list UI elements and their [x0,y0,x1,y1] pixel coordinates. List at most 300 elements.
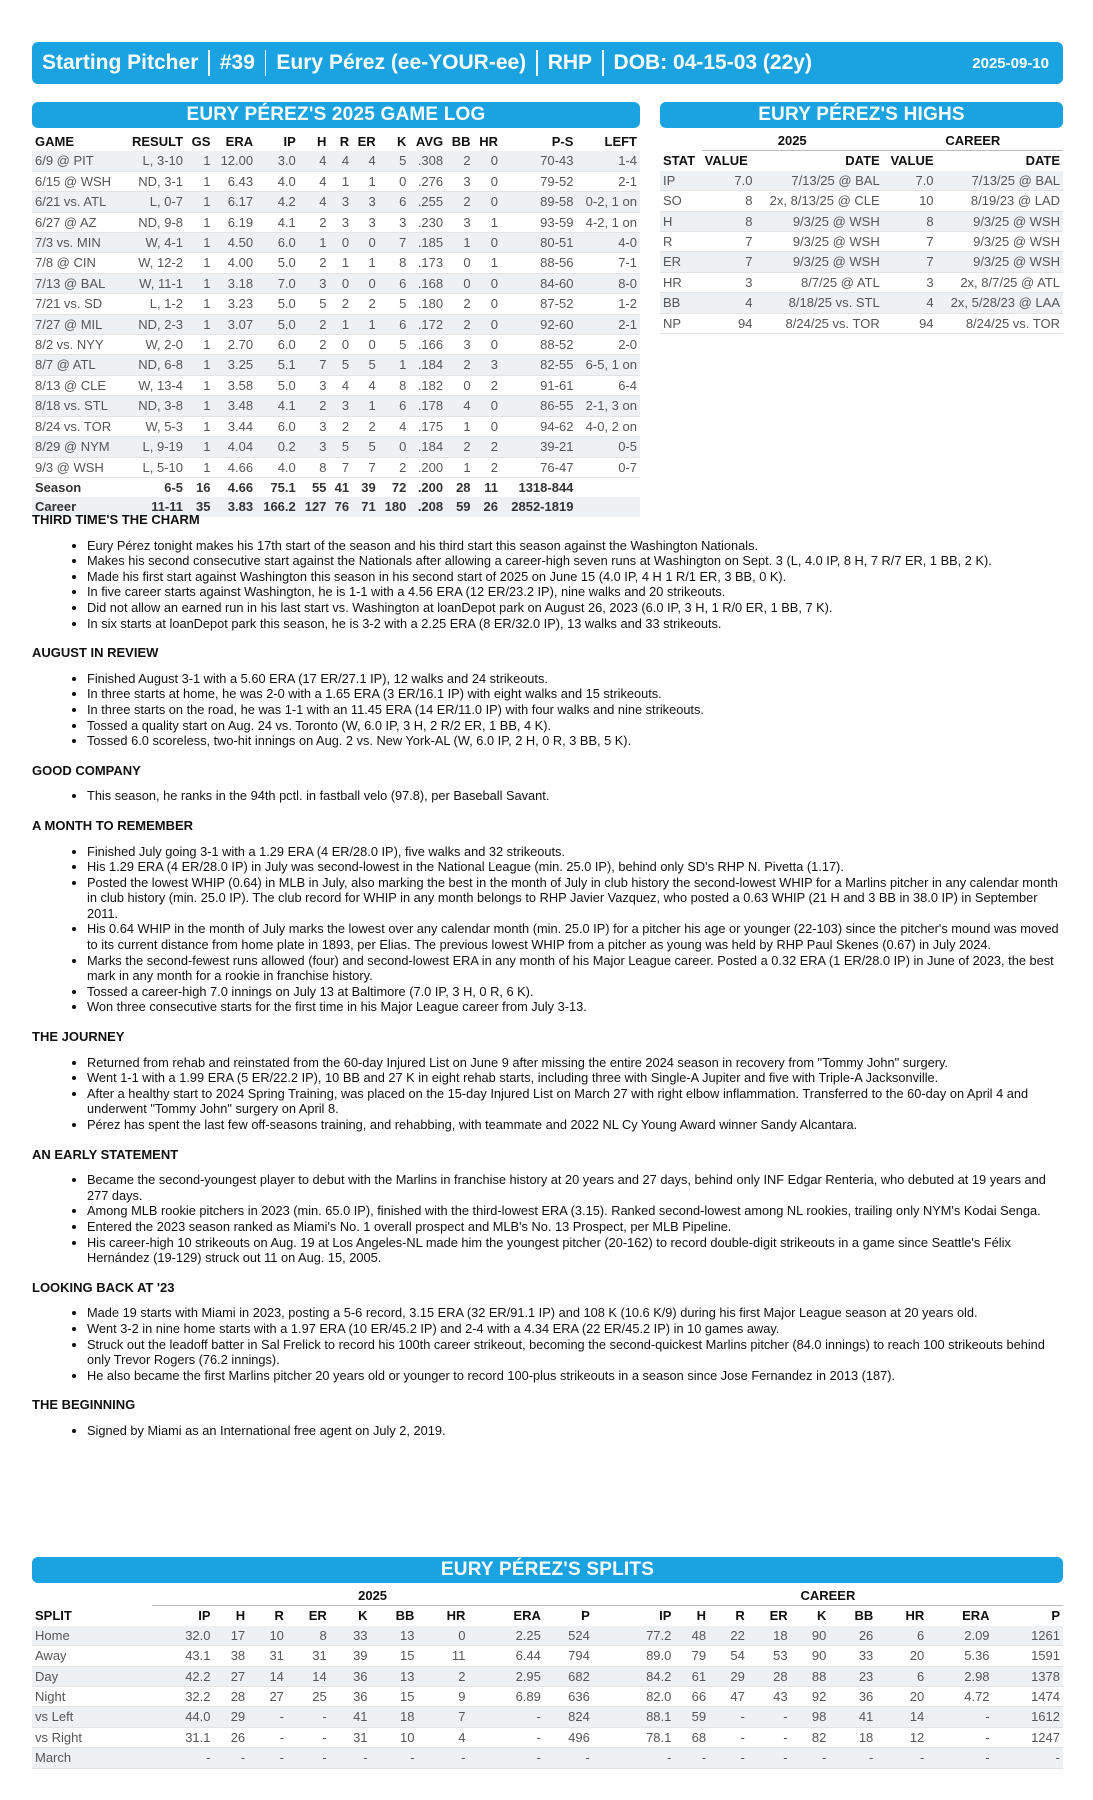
split-cell-bb: 13 [371,1666,418,1686]
game-cell-er: 4 [352,375,379,395]
highs-cell-value: 8 [702,191,756,211]
game-row [32,151,640,171]
highs-cell-date: 9/3/25 @ WSH [937,211,1063,231]
highs-col-value: VALUE [890,153,934,169]
game-log-header-row [32,132,640,151]
game-cell-p-s: 82-55 [501,355,576,375]
game-row [32,375,640,395]
split-cell-p: - [544,1748,593,1768]
game-cell-k: 4 [379,416,410,436]
note-item: • Makes his second consecutive start against the Nationals after allowing a career-high seven runs at Washington on Sept. 3 (L, 4.0 IP, 8 H, 7 R/7 ER, 1 BB, 2 K). [87,553,1063,569]
splits-header-row [32,1606,1063,1626]
splits-col-k: K [817,1608,827,1624]
highs-cell-date: 9/3/25 @ WSH [756,232,883,252]
game-cell-era: 4.00 [213,253,256,273]
highs-table [660,131,1063,334]
game-cell-p-s: 86-55 [501,396,576,416]
split-cell-k: - [330,1748,371,1768]
game-cell-p-s: 84-60 [501,273,576,293]
highs-cell-value: 94 [702,313,756,333]
highs-row [660,293,1063,313]
split-cell-bb: 36 [829,1687,876,1707]
note-item: • His 1.29 ERA (4 ER/28.0 IP) in July was second-lowest in the National League (min. 25.0 IP), behind only SD's RHP N. Pivetta (1.17). [87,859,1063,875]
game-cell-left: 1-4 [576,151,640,171]
game-cell-left: 0-5 [576,437,640,457]
game-cell-game: 6/27 @ AZ [32,212,123,232]
highs-group-row [660,131,1063,151]
note-list [32,844,1063,1016]
split-cell-p: 824 [544,1707,593,1727]
game-cell-er: 1 [352,171,379,191]
game-cell-ip: 4.0 [256,171,299,191]
game-cell-r: 4 [329,151,352,171]
game-cell-bb: 4 [446,396,473,416]
split-cell-bb: - [829,1748,876,1768]
game-cell-bb: 2 [446,192,473,212]
note-item: • Returned from rehab and reinstated from the 60-day Injured List on June 9 after missing the entire 2024 season in recovery from "Tommy John" surgery. [87,1055,1063,1071]
note-item: • Finished July going 3-1 with a 1.29 ERA (4 ER/28.0 IP), five walks and 32 strikeouts. [87,844,1063,860]
split-cell-h: 68 [674,1727,709,1747]
split-cell-split: vs Right [32,1727,152,1747]
game-cell-era: 4.66 [213,457,256,477]
split-cell-hr: 2 [417,1666,468,1686]
note-list [32,538,1063,632]
split-cell-ip: 78.1 [593,1727,675,1747]
split-cell-era: - [927,1727,992,1747]
col-header-h: H [317,134,327,149]
split-cell-split: Home [32,1626,152,1646]
split-cell-er: - [748,1707,791,1727]
game-cell-hr: 0 [474,151,501,171]
total-cell-avg: .200 [417,479,444,495]
game-cell-k: 7 [379,233,410,253]
note-list [32,1055,1063,1133]
split-cell-bb: 26 [829,1626,876,1646]
split-cell-bb: 23 [829,1666,876,1686]
splits-table [32,1586,1063,1769]
split-cell-p: 496 [544,1727,593,1747]
game-cell-er: 2 [352,416,379,436]
game-cell-bb: 2 [446,294,473,314]
split-cell-k: 39 [330,1646,371,1666]
split-row [32,1646,1063,1666]
split-row [32,1666,1063,1686]
game-cell-left: 2-1 [576,171,640,191]
game-cell-result: ND, 3-1 [123,171,186,191]
split-cell-k: 36 [330,1687,371,1707]
game-cell-era: 4.50 [213,233,256,253]
col-header-hr: HR [479,134,498,149]
split-cell-split: Day [32,1666,152,1686]
split-cell-k: 41 [330,1707,371,1727]
split-cell-era: 6.89 [468,1687,543,1707]
game-cell-bb: 1 [446,416,473,436]
game-cell-h: 2 [299,335,330,355]
game-cell-hr: 2 [474,437,501,457]
game-cell-ip: 5.1 [256,355,299,375]
highs-cell-date: 7/13/25 @ BAL [937,171,1063,191]
total-cell-h: 55 [311,479,327,495]
game-cell-result: L, 1-2 [123,294,186,314]
game-cell-h: 4 [299,151,330,171]
split-cell-split: vs Left [32,1707,152,1727]
highs-cell-value: 7 [702,232,756,252]
split-cell-era: 2.25 [468,1626,543,1646]
game-cell-gs: 1 [186,294,213,314]
game-cell-er: 7 [352,457,379,477]
note-heading: THE JOURNEY [32,1029,125,1045]
total-cell-avg: .208 [409,497,446,516]
split-cell-ip: - [152,1748,213,1768]
note-heading: GOOD COMPANY [32,762,141,778]
game-cell-game: 7/8 @ CIN [32,253,123,273]
game-cell-era: 3.44 [213,416,256,436]
split-cell-bb: 13 [371,1626,418,1646]
game-cell-left: 0-7 [576,457,640,477]
game-cell-ip: 7.0 [256,273,299,293]
game-cell-era: 12.00 [213,151,256,171]
note-list [32,671,1063,749]
col-header-er: ER [357,134,376,149]
game-cell-r: 0 [329,335,352,355]
game-cell-p-s: 93-59 [501,212,576,232]
game-cell-bb: 2 [446,355,473,375]
game-cell-k: 0 [379,437,410,457]
total-cell-hr: 26 [474,497,501,516]
game-cell-avg: .166 [409,335,446,355]
split-cell-ip: 89.0 [593,1646,675,1666]
note-item: • Went 1-1 with a 1.99 ERA (5 ER/22.2 IP), 10 BB and 27 K in eight rehab starts, including three with Single-A Jupiter and five with Triple-A Jacksonville. [87,1070,1063,1086]
col-header-avg: AVG [415,134,444,149]
highs-cell-value: 7.0 [883,171,937,191]
split-cell-ip: 32.2 [152,1687,213,1707]
col-header-gs: GS [191,134,211,149]
highs-cell-date: 8/18/25 vs. STL [756,293,883,313]
game-cell-gs: 1 [186,335,213,355]
game-cell-er: 5 [352,355,379,375]
game-cell-era: 3.18 [213,273,256,293]
game-cell-gs: 1 [186,314,213,334]
game-cell-game: 8/18 vs. STL [32,396,123,416]
split-cell-k: 33 [330,1626,371,1646]
game-cell-bb: 0 [446,273,473,293]
game-cell-hr: 2 [474,375,501,395]
game-cell-p-s: 88-52 [501,335,576,355]
game-cell-h: 8 [299,457,330,477]
note-item: • Marks the second-fewest runs allowed (four) and second-lowest ERA in any month of his Major League career. Posted a 0.32 ERA (1 ER/28.0 IP) in June of 2023, the best mark in any month for a rookie in franchise history. [87,953,1063,984]
game-cell-p-s: 89-58 [501,192,576,212]
game-cell-h: 5 [299,294,330,314]
game-cell-k: 0 [379,171,410,191]
split-cell-r: - [709,1707,748,1727]
game-cell-avg: .200 [409,457,446,477]
game-cell-gs: 1 [186,253,213,273]
highs-cell-date: 9/3/25 @ WSH [756,252,883,272]
header-title: Starting Pitcher [42,51,199,74]
pitcher-name: Eury Pérez (ee-YOUR-ee) [276,51,527,74]
game-cell-result: W, 2-0 [123,335,186,355]
split-cell-hr: 4 [417,1727,468,1747]
highs-col-date: DATE [1025,153,1060,169]
highs-body [660,171,1063,334]
split-row [32,1748,1063,1768]
split-cell-h: 79 [674,1646,709,1666]
split-cell-h: - [214,1748,249,1768]
note-item: • Posted the lowest WHIP (0.64) in MLB in July, also marking the best in the month of July in club history the second-lowest WHIP for a Marlins pitcher in any calendar month in club history (min. 25.0 IP). The club record for WHIP in any month belongs to RHP Javier Vazquez, who posted a 0.63 WHIP (21 H and 3 BB in 38.0 IP) in September 2011. [87,875,1063,922]
game-cell-hr: 0 [474,294,501,314]
split-cell-hr: 20 [876,1687,927,1707]
note-item: • Eury Pérez tonight makes his 17th start of the season and his third start this season against the Washington Nationals. [87,538,1063,554]
game-cell-result: W, 12-2 [123,253,186,273]
game-cell-h: 2 [299,253,330,273]
highs-row [660,313,1063,333]
game-cell-gs: 1 [186,457,213,477]
highs-row [660,272,1063,292]
total-cell-ip: 166.2 [256,497,299,516]
total-cell-k: 72 [391,479,407,495]
split-cell-hr: 6 [876,1626,927,1646]
game-cell-avg: .184 [409,437,446,457]
split-cell-r: 10 [248,1626,287,1646]
split-cell-hr: 11 [417,1646,468,1666]
game-cell-bb: 2 [446,314,473,334]
game-cell-result: W, 11-1 [123,273,186,293]
split-cell-split: March [32,1748,152,1768]
game-cell-left: 0-2, 1 on [576,192,640,212]
game-cell-er: 1 [352,314,379,334]
highs-cell-value: 8 [883,211,937,231]
total-cell-bb: 28 [456,479,471,495]
game-cell-r: 1 [329,171,352,191]
total-cell-er: 71 [352,497,379,516]
game-cell-k: 5 [379,294,410,314]
split-cell-era: 4.72 [927,1687,992,1707]
game-cell-gs: 1 [186,375,213,395]
note-item: • His 0.64 WHIP in the month of July marks the lowest over any calendar month (min. 25.0 IP) for a pitcher his age or younger (22-103) since the pitcher's mound was moved to its current distance from home plate in 1893, per Elias. The previous lowest WHIP from a pitcher as young was held by RHP Paul Skenes (0.67) in July 2024. [87,921,1063,952]
game-cell-hr: 0 [474,314,501,334]
game-cell-er: 1 [352,396,379,416]
game-cell-bb: 0 [446,375,473,395]
col-header-p-s: P-S [551,134,574,149]
game-cell-ip: 4.0 [256,457,299,477]
report-date: 2025-09-10 [972,54,1049,72]
splits-col-bb: BB [854,1608,874,1624]
split-cell-h: 29 [214,1707,249,1727]
game-cell-left: 1-2 [576,294,640,314]
game-cell-r: 1 [329,253,352,273]
split-cell-r: 27 [248,1687,287,1707]
game-row [32,416,640,436]
split-cell-ip: 42.2 [152,1666,213,1686]
game-cell-result: L, 0-7 [123,192,186,212]
split-cell-ip: 77.2 [593,1626,675,1646]
game-cell-ip: 5.0 [256,294,299,314]
split-cell-p: 794 [544,1646,593,1666]
game-cell-game: 8/29 @ NYM [32,437,123,457]
total-cell-result: 11-11 [123,497,186,516]
highs-row [660,211,1063,231]
game-cell-r: 7 [329,457,352,477]
highs-cell-value: 7 [702,252,756,272]
split-cell-p: - [993,1748,1063,1768]
splits-col-er: ER [769,1608,788,1624]
game-cell-avg: .182 [409,375,446,395]
split-cell-h: 48 [674,1626,709,1646]
game-cell-h: 7 [299,355,330,375]
total-cell-ip: 75.1 [270,479,296,495]
game-row [32,233,640,253]
col-header-ip: IP [283,134,296,149]
header-divider [265,50,267,76]
header-divider [602,50,604,76]
game-row [32,314,640,334]
highs-cell-date: 7/13/25 @ BAL [756,171,883,191]
game-cell-k: 6 [379,192,410,212]
split-cell-er: - [287,1707,330,1727]
split-cell-ip: 84.2 [593,1666,675,1686]
col-header-era: ERA [225,134,254,149]
game-row [32,396,640,416]
game-cell-h: 3 [299,273,330,293]
highs-cell-date: 9/3/25 @ WSH [937,232,1063,252]
game-cell-avg: .178 [409,396,446,416]
game-cell-bb: 3 [446,335,473,355]
split-row [32,1626,1063,1646]
game-cell-k: 1 [379,355,410,375]
note-item: • Struck out the leadoff batter in Sal Frelick to record his 100th career strikeout, becoming the second-quickest Marlins pitcher (84.0 innings) to reach 100 strikeouts behind only Trevor Rogers (76.2 innings). [87,1337,1063,1368]
game-row [32,294,640,314]
split-cell-split: Night [32,1687,152,1707]
highs-cell-stat: ER [660,252,702,272]
split-cell-er: 43 [748,1687,791,1707]
split-cell-p: 636 [544,1687,593,1707]
game-cell-left: 4-0, 2 on [576,416,640,436]
split-cell-bb: 41 [829,1707,876,1727]
highs-row [660,171,1063,191]
game-cell-left: 4-2, 1 on [576,212,640,232]
total-cell-era: 4.66 [227,479,254,495]
game-cell-left: 6-4 [576,375,640,395]
game-cell-h: 2 [299,314,330,334]
highs-cell-value: 7.0 [702,171,756,191]
splits-col-k: K [358,1608,368,1624]
game-cell-p-s: 87-52 [501,294,576,314]
game-cell-result: W, 13-4 [123,375,186,395]
split-cell-p: 682 [544,1666,593,1686]
game-cell-r: 5 [329,355,352,375]
highs-cell-date: 8/7/25 @ ATL [756,272,883,292]
highs-row [660,252,1063,272]
game-cell-h: 3 [299,437,330,457]
split-cell-p: 1247 [993,1727,1063,1747]
split-cell-hr: 20 [876,1646,927,1666]
game-cell-ip: 6.0 [256,416,299,436]
game-cell-k: 8 [379,375,410,395]
total-cell-bb: 59 [446,497,473,516]
split-cell-k: 98 [791,1707,830,1727]
split-cell-hr: 14 [876,1707,927,1727]
game-cell-k: 3 [379,212,410,232]
game-cell-gs: 1 [186,273,213,293]
game-cell-game: 6/9 @ PIT [32,151,123,171]
highs-cell-date: 2x, 5/28/23 @ LAA [937,293,1063,313]
split-cell-ip: 43.1 [152,1646,213,1666]
col-header-r: R [339,134,350,149]
split-cell-h: 17 [214,1626,249,1646]
note-item: • His career-high 10 strikeouts on Aug. 19 at Los Angeles-NL made him the youngest pitcher (20-162) to record double-digit strikeouts in a game since Seattle's Félix Hernández (19-129) struck out 11 on Aug. 15, 2005. [87,1235,1063,1266]
split-cell-r: 54 [709,1646,748,1666]
game-cell-avg: .180 [409,294,446,314]
split-cell-er: 53 [748,1646,791,1666]
note-item: • Signed by Miami as an International free agent on July 2, 2019. [87,1423,1063,1439]
game-cell-result: ND, 6-8 [123,355,186,375]
game-cell-left: 8-0 [576,273,640,293]
game-log-body [32,151,640,516]
splits-col-r: R [735,1608,745,1624]
game-cell-game: 9/3 @ WSH [32,457,123,477]
split-cell-p: 1261 [993,1626,1063,1646]
note-list [32,1172,1063,1266]
highs-cell-value: 7 [883,252,937,272]
splits-col-h: H [696,1608,707,1624]
total-cell-left [576,477,640,497]
splits-col-p: P [1051,1608,1060,1624]
split-cell-bb: 18 [371,1707,418,1727]
note-item: • Made his first start against Washington this season in his second start of 2025 on June 15 (4.0 IP, 4 H 1 R/1 ER, 3 BB, 0 K). [87,569,1063,585]
splits-group-career: CAREER [593,1586,1063,1606]
game-cell-avg: .172 [409,314,446,334]
split-cell-r: 31 [248,1646,287,1666]
split-cell-h: 27 [214,1666,249,1686]
game-cell-k: 8 [379,253,410,273]
splits-col-er: ER [308,1608,327,1624]
date-of-birth: DOB: 04-15-03 (22y) [613,51,812,74]
split-row [32,1707,1063,1727]
game-cell-avg: .184 [409,355,446,375]
game-cell-result: L, 5-10 [123,457,186,477]
game-cell-h: 2 [299,212,330,232]
game-cell-p-s: 88-56 [501,253,576,273]
total-cell-p-s: 1318-844 [518,479,574,495]
game-cell-gs: 1 [186,192,213,212]
split-cell-k: 90 [791,1646,830,1666]
split-cell-ip: 32.0 [152,1626,213,1646]
season-total-row [32,477,640,497]
total-cell-gs: 35 [186,497,213,516]
split-cell-bb: 15 [371,1646,418,1666]
game-cell-hr: 1 [474,212,501,232]
game-cell-game: 6/21 vs. ATL [32,192,123,212]
game-cell-r: 4 [329,375,352,395]
highs-group-career: CAREER [883,131,1063,151]
highs-cell-stat: H [660,211,702,231]
note-item: • In three starts on the road, he was 1-1 with an 11.45 ERA (14 ER/11.0 IP) with four walks and nine strikeouts. [87,702,1063,718]
total-cell-r: 41 [334,479,350,495]
game-cell-ip: 5.0 [256,314,299,334]
game-cell-avg: .185 [409,233,446,253]
game-cell-era: 3.58 [213,375,256,395]
game-row [32,171,640,191]
game-cell-ip: 6.0 [256,335,299,355]
game-cell-result: L, 3-10 [123,151,186,171]
note-heading: THE BEGINNING [32,1397,136,1413]
game-cell-bb: 1 [446,457,473,477]
note-item: • Among MLB rookie pitchers in 2023 (min. 65.0 IP), finished with the third-lowest ERA (3.15). Ranked second-lowest among NL rookies, trailing only NYM's Kodai Senga. [87,1203,1063,1219]
note-item: • In five career starts against Washington, he is 1-1 with a 4.56 ERA (12 ER/23.2 IP), nine walks and 20 strikeouts. [87,584,1063,600]
game-cell-bb: 3 [446,212,473,232]
splits-col-ip: IP [198,1608,211,1624]
highs-cell-date: 8/19/23 @ LAD [937,191,1063,211]
